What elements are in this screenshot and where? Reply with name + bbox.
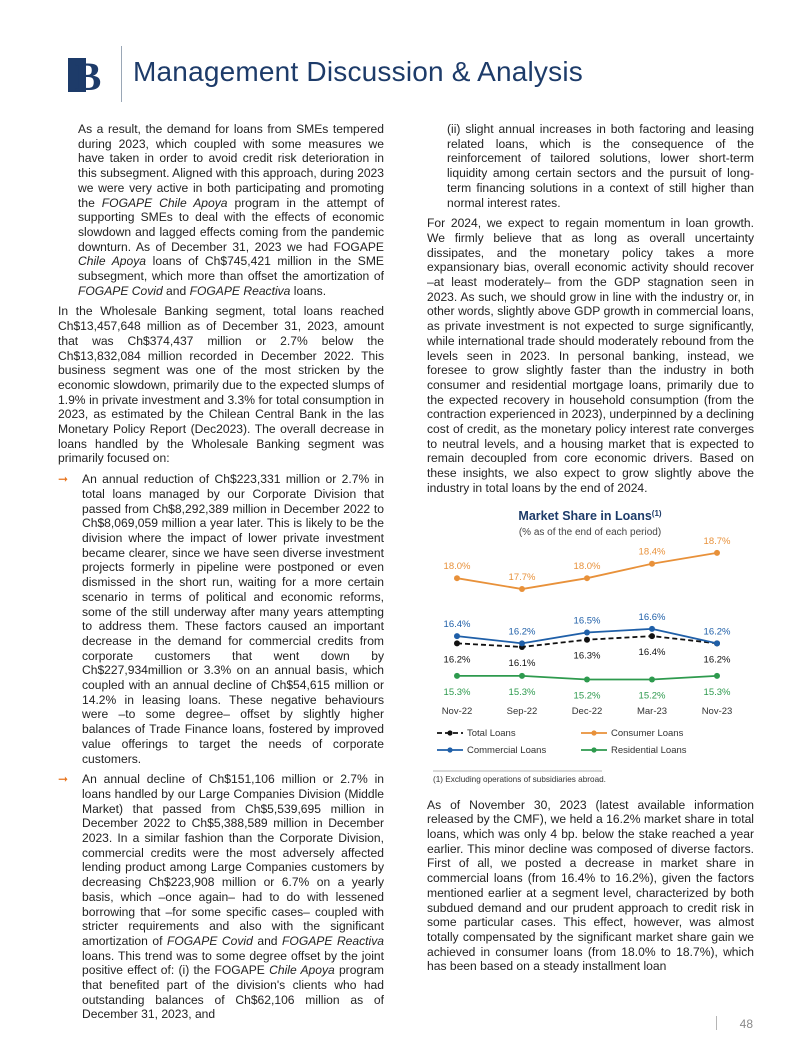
market-share-chart <box>427 504 754 790</box>
chart-title <box>518 509 661 523</box>
data-point-residential-loans <box>649 676 655 682</box>
text-run: program that benefited part of the division's clients who had outstanding balances of Ch$62,106 million as of December 31, 2023, and <box>82 963 384 1022</box>
data-point-consumer-loans <box>519 586 525 592</box>
series-total-loans <box>444 633 731 669</box>
chart-svg <box>427 504 754 790</box>
data-point-total-loans <box>454 640 460 646</box>
data-point-consumer-loans <box>714 549 720 555</box>
italic-run: FOGAPE Covid <box>78 283 163 298</box>
paragraph-outlook-2024: For 2024, we expect to regain momentum in loan growth. We firmly believe that as long as overall uncertainty dissipates, and the monetary policy takes a more expansionary bias, overall economic activity should recover –at least moderately– from the GDP stagnation seen in 2023. As such, we should grow in line with the industry or, in other words, slightly above GDP growth in commercial loans, as private investment is not expected to surge significantly, while international trade should moderately rebound from the levels seen in 2023. In personal banking, instead, we foresee to grow slightly faster than the industry in both consumer and residential mortgage loans, primarily due to the expected recovery in household consumption (from the contraction experienced in 2023), underpinned by a declining cost of credit, as the monetary policy interest rate converges to neutral levels, and a housing market that is expected to remain decoupled from core economic drivers. Based on these insights, we also expect to grow slightly above the industry in total loans by the end of 2024. <box>427 216 754 495</box>
data-label-total-loans: 16.1% <box>508 657 536 669</box>
data-label-commercial-loans: 16.4% <box>443 618 471 630</box>
x-tick-label: Sep-22 <box>506 705 538 717</box>
data-point-residential-loans <box>519 672 525 678</box>
data-label-residential-loans: 15.2% <box>573 690 601 702</box>
data-point-commercial-loans <box>519 640 525 646</box>
series-residential-loans <box>444 672 731 701</box>
bullet-large-companies <box>58 772 384 1022</box>
data-label-total-loans: 16.2% <box>443 653 471 665</box>
bullet-text <box>82 772 384 1021</box>
data-point-residential-loans <box>584 676 590 682</box>
data-label-residential-loans: 15.3% <box>703 686 731 698</box>
page-title: Management Discussion & Analysis <box>133 56 583 87</box>
data-label-consumer-loans: 18.7% <box>703 535 731 547</box>
data-point-consumer-loans <box>584 575 590 581</box>
italic-run: FOGAPE Reactiva <box>189 283 291 298</box>
page-number-separator <box>716 1016 717 1030</box>
data-point-total-loans <box>649 633 655 639</box>
data-label-residential-loans: 15.3% <box>508 686 536 698</box>
arrow-icon: ➞ <box>58 472 69 487</box>
data-label-consumer-loans: 18.4% <box>638 546 666 558</box>
legend-item-residential-loans <box>581 745 687 756</box>
data-label-total-loans: 16.3% <box>573 650 601 662</box>
data-point-total-loans <box>584 636 590 642</box>
x-tick-label: Nov-22 <box>441 705 473 717</box>
data-point-residential-loans <box>454 672 460 678</box>
bank-logo-icon <box>64 52 112 96</box>
legend-label-commercial-loans: Commercial Loans <box>467 744 547 756</box>
x-tick-labels <box>442 706 733 717</box>
data-label-commercial-loans: 16.2% <box>508 625 536 637</box>
title-divider <box>121 46 122 102</box>
chart-subtitle: (% as of the end of each period) <box>518 526 662 538</box>
data-point-consumer-loans <box>649 560 655 566</box>
text-run: and <box>162 283 190 298</box>
data-label-commercial-loans: 16.5% <box>573 615 601 627</box>
paragraph-sme <box>58 122 384 298</box>
page-number: 48 <box>739 1017 753 1031</box>
data-point-commercial-loans <box>649 625 655 631</box>
chart-title-sup: (1) <box>651 508 662 518</box>
italic-run: FOGAPE Covid <box>166 933 253 948</box>
data-point-commercial-loans <box>454 633 460 639</box>
legend-marker-consumer-loans <box>591 730 596 735</box>
legend-item-total-loans <box>437 728 516 739</box>
data-point-commercial-loans <box>714 640 720 646</box>
legend-label-residential-loans: Residential Loans <box>611 744 687 756</box>
chart-footnote: (1) Excluding operations of subsidiaries abroad. <box>433 774 606 784</box>
right-column <box>427 122 754 980</box>
paragraph-wholesale: In the Wholesale Banking segment, total loans reached Ch$13,457,648 million as of December 31, 2023, amount that was Ch$374,437 million or 2.7% below the Ch$13,832,084 million recorded in December 2022. This business segment was one of the most stricken by the economic slowdown, primarily due to the expected slumps of 1.9% in private investment and 3.3% for total consumption in 2023, as estimated by the Chilean Central Bank in the las Monetary Policy Report (Dec2023). The overall decrease in loans handled by the Wholesale Banking segment was primarily focused on: <box>58 304 384 466</box>
data-label-residential-loans: 15.3% <box>443 686 471 698</box>
logo-letter: B <box>74 54 102 96</box>
data-label-commercial-loans: 16.6% <box>638 611 666 623</box>
italic-run: FOGAPE Chile Apoya <box>101 195 228 210</box>
text-run: As a result, the demand for loans from SMEs tempered during 2023, which coupled with some measures we have taken in order to avoid credit risk deterioration in this subsegment. Aligned with this approach, during 2023 we were very active in both participating and promoting the <box>78 122 384 210</box>
chart-legend <box>437 728 687 756</box>
chart-title-text: Market Share in Loans <box>518 508 652 523</box>
x-tick-label: Mar-23 <box>636 705 668 717</box>
data-label-consumer-loans: 18.0% <box>573 560 601 572</box>
legend-item-commercial-loans <box>437 745 546 756</box>
legend-label-consumer-loans: Consumer Loans <box>611 727 684 739</box>
paragraph-continuation: (ii) slight annual increases in both factoring and leasing related loans, which is the consequence of the reinforcement of tailored solutions, lower short-term liquidity among certain sectors and the pursuit of long-term financing solutions in a context of still higher than normal interest rates. <box>447 122 754 210</box>
text-run: and <box>252 933 283 948</box>
bullet-text: An annual reduction of Ch$223,331 million or 2.7% in total loans managed by our Corporate Division that passed from Ch$8,292,389 million in December 2022 to Ch$8,069,059 million a year later. This is likely to be the division where the impact of lower private investment became clearer, since we have seen diverse investment projects formerly in pipeline were postponed or even dismissed in the short run, waiting for a more certain scenario in terms of political and economic reforms, some of the still underway after many years attempting to address them. These factors caused an important decrease in the demand for commercial credits from corporate customers that went down by Ch$227,934million or 3.3% on an annual basis, which coupled with an annual decline of Ch$54,615 million or 14.2% in leasing loans. These negative behaviours were –to some degree– offset by slightly higher balances of Trade Finance loans, fostered by improved value offerings to target the needs of corporate customers. <box>82 472 384 766</box>
bullet-corporate-division <box>58 472 384 766</box>
arrow-icon: ➞ <box>58 772 69 787</box>
x-tick-label: Dec-22 <box>571 705 603 717</box>
legend-label-total-loans: Total Loans <box>467 727 516 739</box>
data-label-total-loans: 16.2% <box>703 653 731 665</box>
data-label-consumer-loans: 18.0% <box>443 560 471 572</box>
legend-marker-commercial-loans <box>447 747 452 752</box>
data-label-consumer-loans: 17.7% <box>508 571 536 583</box>
italic-run: FOGAPE Reactiva <box>282 933 384 948</box>
text-run: loans. This trend was to some degree offset by the joint positive effect of: (i) the FOGAPE <box>82 948 384 978</box>
italic-run: Chile Apoya <box>269 963 335 978</box>
legend-item-consumer-loans <box>581 728 684 739</box>
series-consumer-loans <box>444 535 731 591</box>
series-layer <box>444 535 731 701</box>
legend-marker-total-loans <box>447 730 452 735</box>
data-point-consumer-loans <box>454 575 460 581</box>
data-point-residential-loans <box>714 672 720 678</box>
legend-marker-residential-loans <box>591 747 596 752</box>
left-column <box>58 122 384 1028</box>
text-run: An annual decline of Ch$151,106 million or 2.7% in loans handled by our Large Companies Division (Middle Market) that passed from Ch$5,539,695 million in December 2022 to Ch$5,388,589 million in December 2023. In a similar fashion than the Corporate Division, commercial credits were the most adversely affected lending product among Large Companies customers by decreasing Ch$223,908 million or 6.7% on a yearly basis, which –once again– had to do with lessened borrowing that –for some specific cases– coupled with stricter requirements and also with the significant amortization of <box>82 772 384 948</box>
data-label-total-loans: 16.4% <box>638 646 666 658</box>
text-run: loans. <box>290 283 327 298</box>
text-run: program in the attempt of supporting SMEs to deal with the effects of economic slowdown and lagged effects coming from the pandemic downturn. As of December 31, 2023 we had FOGAPE <box>78 195 384 254</box>
text-run: loans of Ch$745,421 million in the SME subsegment, which more than offset the amortization of <box>78 254 385 284</box>
data-point-commercial-loans <box>584 629 590 635</box>
italic-run: Chile Apoya <box>78 254 147 269</box>
data-label-residential-loans: 15.2% <box>638 690 666 702</box>
paragraph-market-share: As of November 30, 2023 (latest available information released by the CMF), we held a 16.2% market share in total loans, which was only 4 bp. below the stake reached a year earlier. This minor decline was composed of diverse factors. First of all, we posted a decrease in market share in commercial loans (from 16.4% to 16.2%), given the factors mentioned earlier at a segment level, characterized by both subdued demand and our prudent approach to credit risk in some particular cases. This effect, however, was almost totally compensated by the significant market share gain we achieved in consumer loans (from 18.0% to 18.7%), which has been based on a steady installment loan <box>427 797 754 974</box>
data-label-commercial-loans: 16.2% <box>703 625 731 637</box>
x-tick-label: Nov-23 <box>701 705 733 717</box>
